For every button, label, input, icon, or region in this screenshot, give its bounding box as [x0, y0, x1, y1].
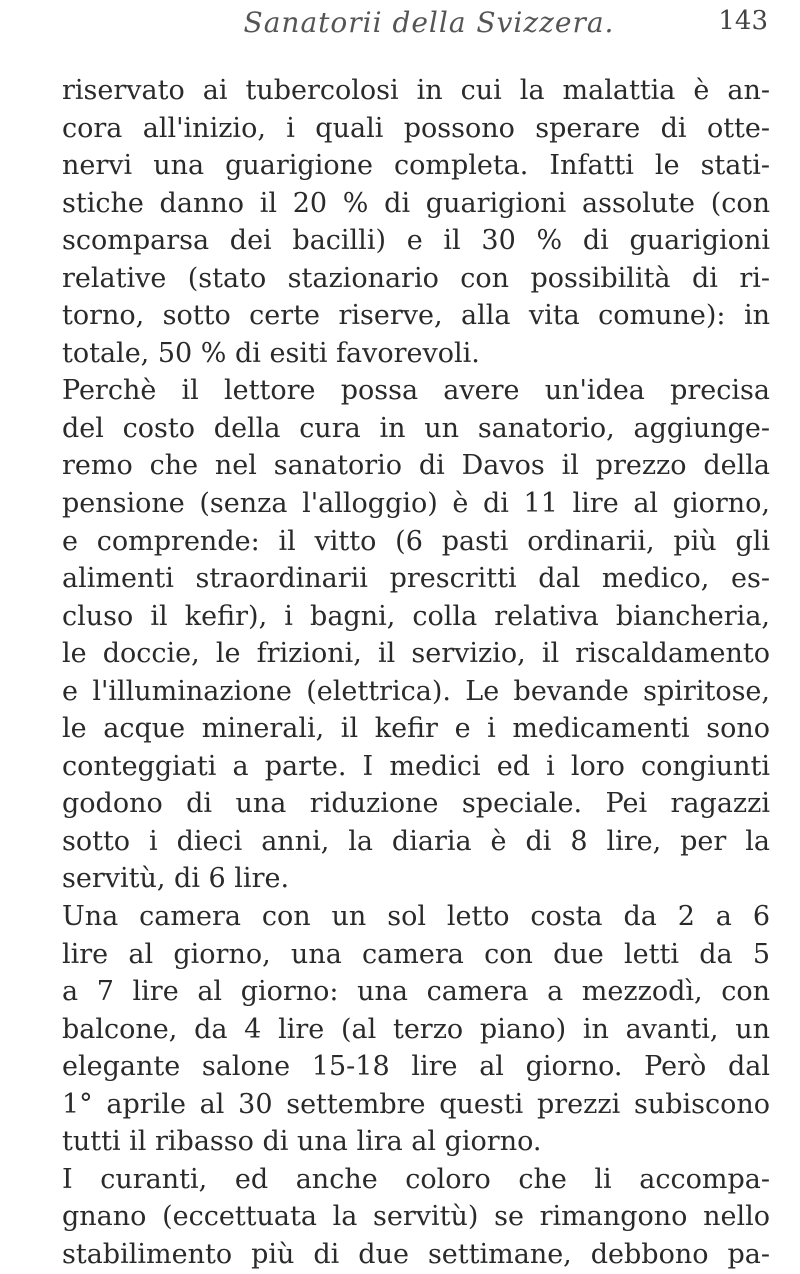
page-number: 143	[718, 6, 768, 36]
text-line: riservato ai tubercolosi in cui la malattia è an-	[62, 75, 770, 106]
text-line: stabilimento più di due settimane, debbono pa-	[62, 1238, 770, 1270]
text-line: 1° aprile al 30 settembre questi prezzi subiscono	[62, 1088, 770, 1120]
text-line: torno, sotto certe riserve, alla vita comune): in	[62, 300, 770, 332]
running-head	[90, 6, 768, 50]
text-line: cora all'inizio, i quali possono sperare di otte-	[62, 112, 770, 144]
text-line: Una camera con un sol letto costa da 2 a 6	[62, 901, 770, 933]
text-line: e l'illuminazione (elettrica). Le bevande spiritose,	[62, 675, 770, 707]
text-line: e comprende: il vitto (6 pasti ordinarii, più gli	[62, 525, 770, 557]
text-line: Perchè il lettore possa avere un'idea precisa	[62, 375, 770, 407]
text-line: scomparsa dei bacilli) e il 30 % di guarigioni	[62, 225, 770, 257]
text-line: sotto i dieci anni, la diaria è di 8 lire, per la	[62, 825, 770, 857]
text-line: I curanti, ed anche coloro che li accompa-	[62, 1163, 770, 1195]
text-line: lire al giorno, una camera con due letti da 5	[62, 938, 770, 970]
text-line: gnano (eccettuata la servitù) se rimangono nello	[62, 1201, 770, 1233]
text-line: conteggiati a parte. I medici ed i loro congiunti	[62, 750, 770, 782]
text-line: le doccie, le frizioni, il servizio, il riscaldamento	[62, 638, 770, 670]
text-line: le acque minerali, il kefir e i medicamenti sono	[62, 713, 770, 745]
running-title: Sanatorii della Svizzera.	[243, 6, 615, 39]
text-line: godono di una riduzione speciale. Pei ragazzi	[62, 788, 770, 820]
text-line: tutti il ribasso di una lira al giorno.	[62, 1126, 542, 1158]
text-line: pensione (senza l'alloggio) è di 11 lire al giorno,	[62, 488, 770, 520]
text-line: stiche danno il 20 % di guarigioni assolute (con	[62, 187, 770, 219]
text-line: cluso il kefir), i bagni, colla relativa biancheria,	[62, 600, 770, 632]
text-line: balcone, da 4 lire (al terzo piano) in avanti, un	[62, 1013, 770, 1045]
text-line: totale, 50 % di esiti favorevoli.	[62, 337, 480, 369]
text-line: nervi una guarigione completa. Infatti le stati-	[62, 150, 770, 182]
text-line: del costo della cura in un sanatorio, aggiunge-	[62, 412, 770, 444]
text-line: relative (stato stazionario con possibilità di ri-	[62, 262, 770, 294]
text-line: servitù, di 6 lire.	[62, 863, 290, 895]
text-line: remo che nel sanatorio di Davos il prezzo della	[62, 450, 770, 482]
text-line: alimenti straordinarii prescritti dal medico, es-	[62, 563, 770, 595]
text-line: elegante salone 15-18 lire al giorno. Però dal	[62, 1051, 770, 1083]
body-text	[62, 72, 770, 1274]
text-line: a 7 lire al giorno: una camera a mezzodì, con	[62, 976, 770, 1008]
